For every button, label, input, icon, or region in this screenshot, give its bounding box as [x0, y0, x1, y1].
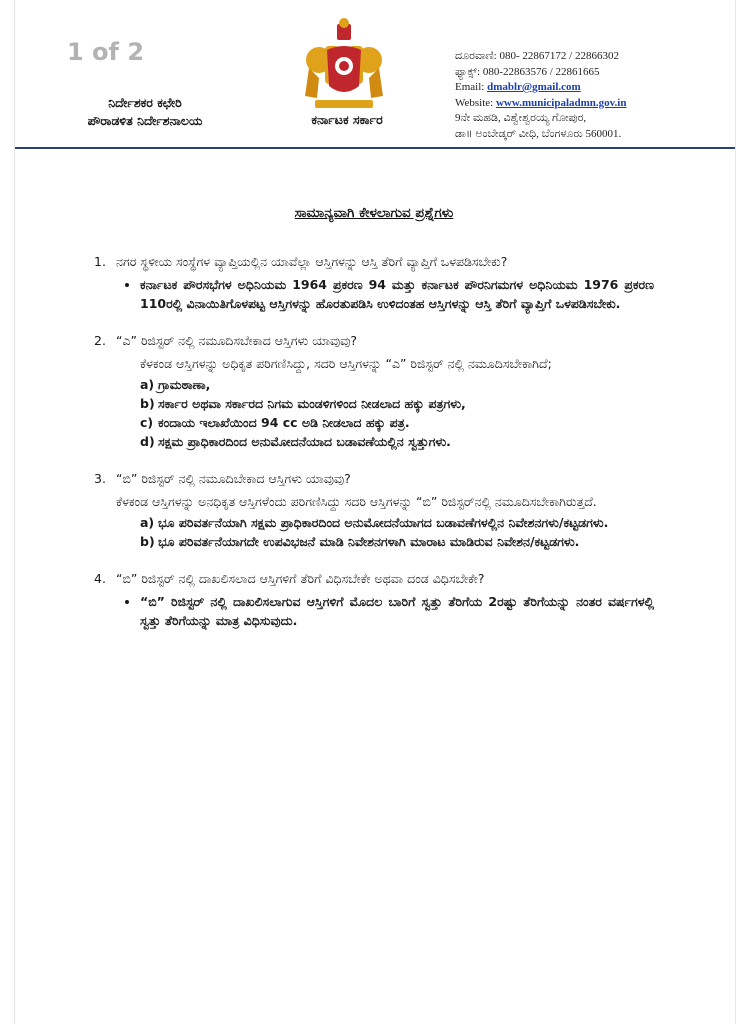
government-name: ಕರ್ನಾಟಕ ಸರ್ಕಾರ: [311, 112, 383, 127]
email-link[interactable]: dmablr@gmail.com: [487, 81, 581, 93]
question-1: [94, 252, 654, 271]
email-label: Email:: [455, 81, 485, 93]
answer-3-list: [140, 513, 654, 551]
question-3: [94, 469, 654, 488]
list-item: d) ಸಕ್ಷಮ ಪ್ರಾಧಿಕಾರದಿಂದ ಅನುಮೋದನೆಯಾದ ಬಡಾವಣೆಯಲ್ಲಿನ ಸ್ವತ್ತುಗಳು.: [140, 434, 451, 449]
header-divider: [15, 147, 735, 149]
question-text: “ಬಿ” ರಿಜಿಸ್ಟರ್ ನಲ್ಲಿ ದಾಖಲಿಸಲಾದ ಆಸ್ತಿಗಳಿಗೆ ತೆರಿಗೆ ವಿಧಿಸಬೇಕೇ ಅಥವಾ ದಂಡ ವಿಧಿಸಬೇಕೇ?: [116, 571, 485, 586]
address-line-2: ಡಾ॥ ಅಂಬೇಡ್ಕರ್ ವೀಧಿ, ಬೆಂಗಳೂರು 560001.: [455, 127, 622, 140]
fax-line: ಫ್ಯಾಕ್ಸ್: 080-22863576 / 22861665: [455, 65, 600, 78]
website-link[interactable]: www.municipaladmn.gov.in: [495, 96, 627, 109]
document-title: ಸಾಮಾನ್ಯವಾಗಿ ಕೇಳಲಾಗುವ ಪ್ರಶ್ನೆಗಳು: [294, 205, 454, 221]
website-label: Website:: [455, 96, 494, 109]
question-text: ನಗರ ಸ್ಥಳೀಯ ಸಂಸ್ಥೆಗಳ ವ್ಯಾಪ್ತಿಯಲ್ಲಿನ ಯಾವೆಲ್ಲಾ ಆಸ್ತಿಗಳನ್ನು ಆಸ್ತಿ ತೆರಿಗೆ ವ್ಯಾಪ್ತಿಗೆ ಒಳಪಡಿಸಬೇಕು?: [116, 254, 508, 269]
answer-2-list: [140, 375, 654, 451]
answer-1: [116, 275, 654, 313]
answer-intro: ಕೆಳಕಂಡ ಆಸ್ತಿಗಳನ್ನು ಅನಧಿಕೃತ ಆಸ್ತಿಗಳೆಂದು ಪರಿಗಣಿಸಿದ್ದು ಸದರಿ ಆಸ್ತಿಗಳನ್ನು “ಬಿ” ರಿಜಿಸ್ಟರ್‌ನಲ್ಲಿ ನಮೂದಿಸಬೇಕಾಗಿರುತ್ತದೆ.: [116, 494, 597, 509]
list-item: c) ಕಂದಾಯ ಇಲಾಖೆಯಿಂದ 94 cc ಅಡಿ ನೀಡಲಾದ ಹಕ್ಕು ಪತ್ರ.: [140, 415, 410, 430]
answer-bullet: • ಕರ್ನಾಟಕ ಪೌರಸಭೆಗಳ ಅಧಿನಿಯಮ 1964 ಪ್ರಕರಣ 94 ಮತ್ತು ಕರ್ನಾಟಕ ಪೌರನಿಗಮಗಳ ಅಧಿನಿಯಮ 1976 ಪ್ರಕರಣ 110ರಲ್ಲಿ ವಿನಾಯಿತಿಗೊಳಪಟ್ಟ ಆಸ್ತಿಗಳನ್ನು ಹೊರತುಪಡಿಸಿ ಉಳಿದಂತಹ ಆಸ್ತಿಗಳನ್ನು ಆಸ್ತಿ ತೆರಿಗೆ ವ್ಯಾಪ್ತಿಗೆ ಒಳಪಡಿಸಬೇಕು.: [140, 275, 654, 313]
question-text: “ಎ” ರಿಜಿಸ್ಟರ್ ನಲ್ಲಿ ನಮೂದಿಸಬೇಕಾದ ಆಸ್ತಿಗಳು ಯಾವುವು?: [116, 333, 358, 348]
question-4: [94, 569, 654, 588]
question-number: 2.: [94, 333, 106, 348]
karnataka-emblem-icon: [297, 16, 391, 112]
department-name: [55, 94, 235, 130]
question-number: 3.: [94, 471, 106, 486]
question-2: [94, 331, 654, 350]
question-number: 1.: [94, 254, 106, 269]
question-text: “ಬಿ” ರಿಜಿಸ್ಟರ್ ನಲ್ಲಿ ನಮೂದಿಬೇಕಾದ ಆಸ್ತಿಗಳು ಯಾವುವು?: [116, 471, 351, 486]
list-item: a) ಭೂ ಪರಿವರ್ತನೆಯಾಗಿ ಸಕ್ಷಮ ಪ್ರಾಧಿಕಾರದಿಂದ ಅನುಮೋದನೆಯಾಗದ ಬಡಾವಣೆಗಳಲ್ಲಿನ ನಿವೇಶನಗಳು/ಕಟ್ಟಡಗಳು.: [140, 515, 609, 530]
contact-block: [455, 49, 626, 142]
list-item: a) ಗ್ರಾಮಠಾಣಾ,: [140, 377, 211, 392]
list-item: b) ಭೂ ಪರಿವರ್ತನೆಯಾಗದೇ ಉಪವಿಭಜನೆ ಮಾಡಿ ನಿವೇಶನಗಳಾಗಿ ಮಾರಾಟ ಮಾಡಿರುವ ನಿವೇಶನ/ಕಟ್ಟಡಗಳು.: [140, 534, 580, 549]
list-item: b) ಸರ್ಕಾರ ಅಥವಾ ಸರ್ಕಾರದ ನಿಗಮ ಮಂಡಳಿಗಳಿಂದ ನೀಡಲಾದ ಹಕ್ಕು ಪತ್ರಗಳು,: [140, 396, 466, 411]
answer-4: [116, 592, 654, 630]
department-line-1: ನಿರ್ದೇಶಕರ ಕಛೇರಿ: [108, 95, 182, 110]
department-line-2: ಪೌರಾಡಳಿತ ನಿರ್ದೇಶನಾಲಯ: [87, 113, 203, 128]
website-line: [455, 96, 626, 112]
phone-line: ದೂರವಾಣಿ: 080- 22867172 / 22866302: [455, 50, 619, 62]
page-indicator: 1 of 2: [67, 38, 145, 66]
answer-bullet: • “ಬಿ” ರಿಜಿಸ್ಟರ್ ನಲ್ಲಿ ದಾಖಲಿಸಲಾಗುವ ಆಸ್ತಿಗಳಿಗೆ ಮೊದಲ ಬಾರಿಗೆ ಸ್ವತ್ತು ತೆರಿಗೆಯ 2ರಷ್ಟು ತೆರಿಗೆಯನ್ನು ನಂತರ ವರ್ಷಗಳಲ್ಲಿ ಸ್ವತ್ತು ತೆರಿಗೆಯನ್ನು ಮಾತ್ರ ವಿಧಿಸುವುದು.: [140, 592, 654, 630]
email-line: [455, 80, 626, 96]
faq-list: [94, 252, 654, 630]
question-number: 4.: [94, 571, 106, 586]
address-line-1: 9ನೇ ಮಹಡಿ, ವಿಶ್ವೇಶ್ವರಯ್ಯ ಗೋಪುರ,: [455, 112, 587, 124]
answer-intro: ಕೆಳಕಂಡ ಆಸ್ತಿಗಳನ್ನು ಅಧಿಕೃತ ಪರಿಗಣಿಸಿದ್ದು, ಸದರಿ ಆಸ್ತಿಗಳನ್ನು “ಎ” ರಿಜಿಸ್ಟರ್ ನಲ್ಲಿ ನಮೂದಿಸಬೇಕಾಗಿದೆ;: [140, 356, 552, 371]
